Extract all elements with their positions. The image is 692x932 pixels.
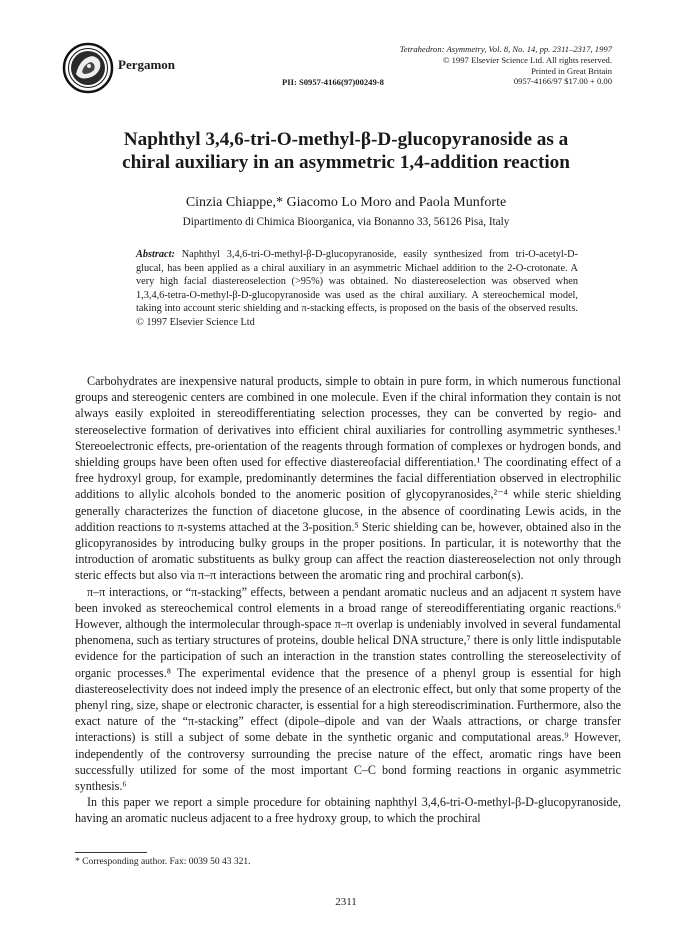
abstract-label: Abstract:: [136, 249, 175, 260]
article-title: Naphthyl 3,4,6-tri-O-methyl-β-D-glucopyranoside as a chiral auxiliary in an asymmetric 1,4-addition reaction: [122, 129, 570, 173]
corresponding-author-footnote: * Corresponding author. Fax: 0039 50 43 321.: [75, 857, 251, 867]
article-body: [75, 373, 621, 827]
abstract-block: [136, 248, 578, 330]
journal-citation: Tetrahedron: Asymmetry, Vol. 8, No. 14, pp. 2311–2317, 1997: [399, 44, 612, 54]
body-paragraph-1: Carbohydrates are inexpensive natural products, simple to obtain in pure form, in which numerous functional groups and stereogenic centers are combined in one molecule. Even if the chiral information they contain is not always easily exploited in stereodifferentiating selection processes, they can be converted by regio- and stereoselective formation of derivatives into efficient chiral auxiliaries for controlling asymmetric syntheses.¹ Stereoelectronic effects, pre-orientation of the reagents through formation of complexes or hydrogen bonds, and shielding groups have been often used for effective diastereofacial differentiation.¹ The coordinating effect of a free hydroxyl group, for example, predominantly determines the facial differentiation observed in electrophilic additions to allylic alcohols bonded to the anomeric position of glycopyranosides,²⁻⁴ while steric shielding generally characterizes the function of diacetone glucose, in the absence of coordinating Lewis acids, in the addition reactions to π-systems attached at the 3-position.⁵ Steric shielding can be, however, obtained also in the glicopyranosides by introducing bulky groups in the proper positions. In particular, it is noteworthy that the introduction of aromatic substituents as bulky group can affect the reaction diastereoselection not only through steric effects but also via π–π interactions between the aromatic ring and prochiral carbon(s).: [75, 374, 621, 583]
pergamon-logo-icon: [62, 42, 114, 94]
publisher-name: Pergamon: [118, 57, 176, 72]
article-affiliation: Dipartimento di Chimica Bioorganica, via Bonanno 33, 56126 Pisa, Italy: [182, 216, 510, 228]
price-line: 0957-4166/97 $17.00 + 0.00: [513, 76, 612, 87]
abstract-text: Naphthyl 3,4,6-tri-O-methyl-β-D-glucopyranoside, easily synthesized from tri-O-acetyl-D-glucal, has been applied as a chiral auxiliary in an asymmetric Michael addition to the 2-O-crotonate. A very high facial diastereoselection (>95%) was obtained. No diastereoselection was observed when 1,3,4,6-tetra-O-methyl-β-D-glucopyranoside was used as the chiral auxiliary. A stereochemical model, taking into account steric shielding and π-stacking effects, is proposed on the basis of the observed results. © 1997 Elsevier Science Ltd: [136, 249, 579, 328]
page-number: 2311: [335, 896, 357, 908]
footnote-divider: [75, 852, 147, 853]
copyright-line: © 1997 Elsevier Science Ltd. All rights reserved.: [442, 54, 612, 65]
body-paragraph-2: π–π interactions, or “π-stacking” effects, between a pendant aromatic nucleus and an adjacent π system have been invoked as stereochemical control elements in a broad range of stereodifferentiating organic reactions.⁶ However, although the intermolecular through-space π–π overlap is undeniably involved in several fundamental phenomena, such as tertiary structures of proteins, double helical DNA structure,⁷ there is only little indisputable evidence for the participation of such an interaction in the transtion states controlling the stereoselectivity of organic processes.⁸ The experimental evidence that the presence of a phenyl group is essential for high diastereoselectivity does not indeed imply the presence of an electronic effect, but only that some property of the phenyl ring, size, shape or electronic character, is essential for a high stereodiscrimination. Furthermore, also the exact nature of the “π-stacking” effect (dipole–dipole and van der Waals attractions, or charge transfer interactions) is still a subject of some debate in the synthetic organic and computational areas.⁹ However, independently of the controversy surrounding the precise nature of the effect, aromatic rings have been successfully utilized for some of the most important C–C bond forming reactions in organic asymmetric synthesis.⁶: [75, 584, 621, 794]
article-authors: Cinzia Chiappe,* Giacomo Lo Moro and Paola Munforte: [185, 195, 507, 210]
pii-identifier: PII: S0957-4166(97)00249-8: [282, 77, 384, 87]
body-paragraph-3: In this paper we report a simple procedure for obtaining naphthyl 3,4,6-tri-O-methyl-β-D-glucopyranoside, having an aromatic nucleus adjacent to a free hydroxy group, to which the prochiral: [75, 795, 621, 826]
printed-line: Printed in Great Britain: [531, 65, 612, 76]
